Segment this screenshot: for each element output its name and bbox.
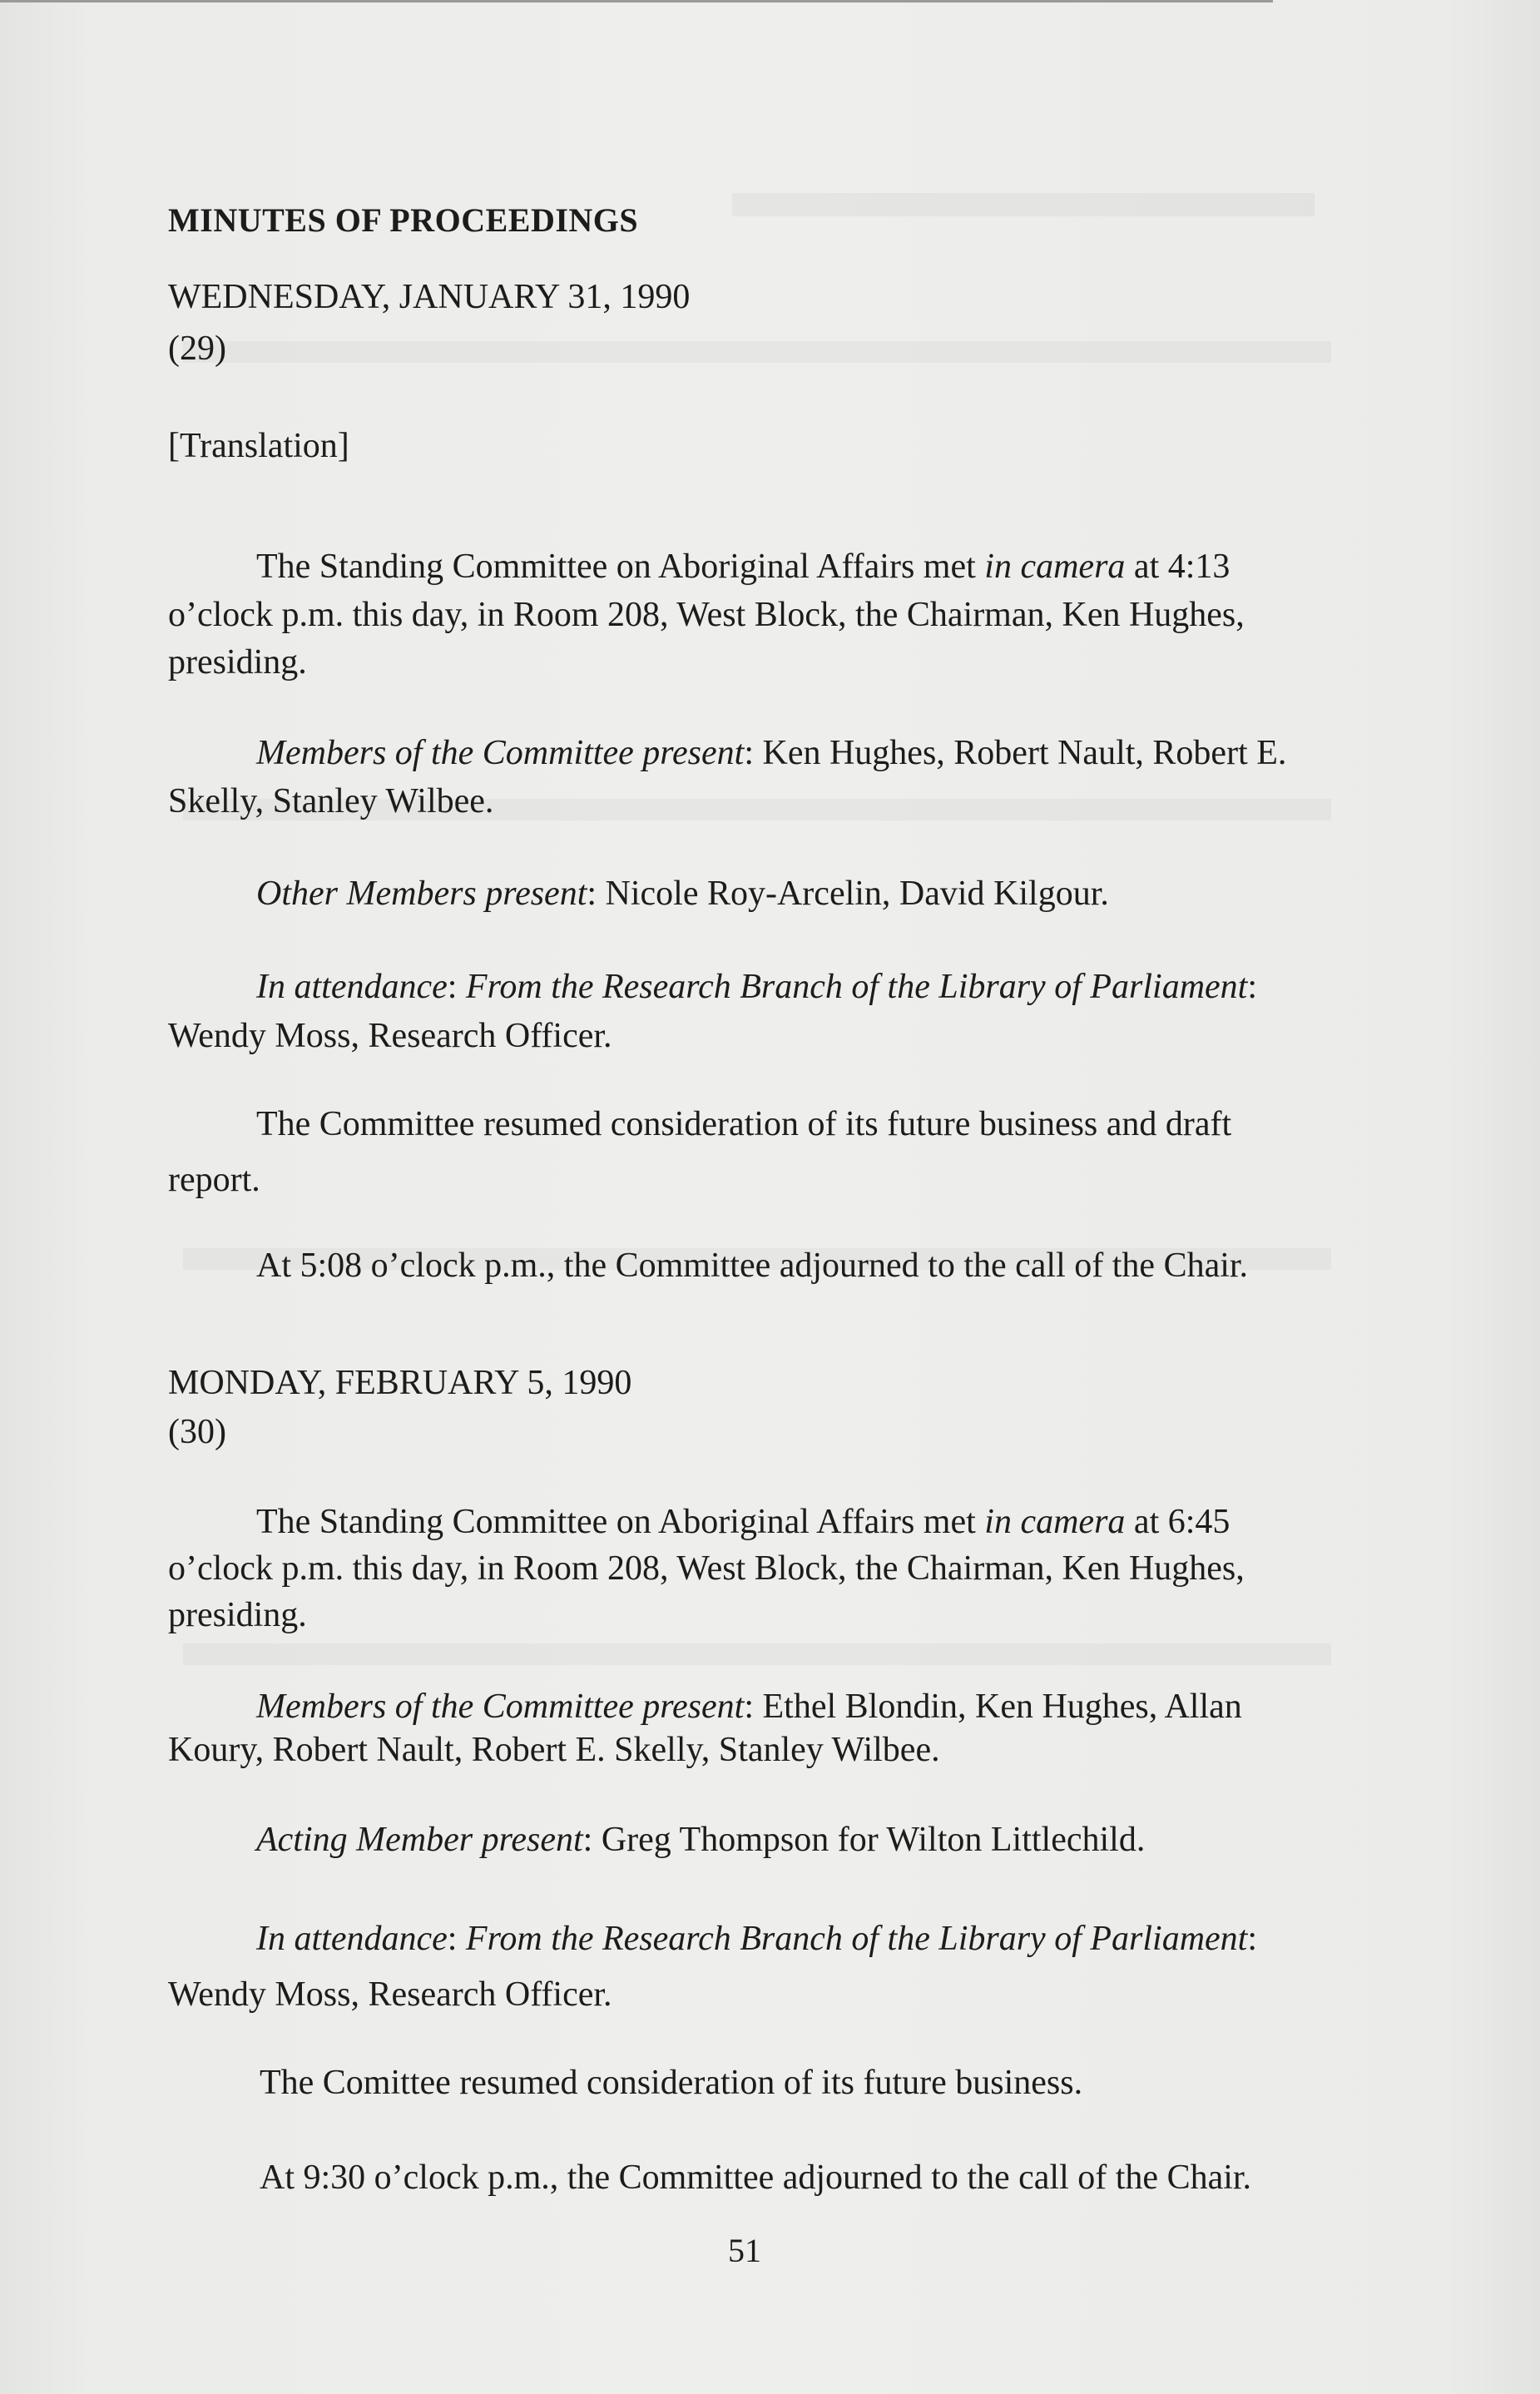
translation-note <box>168 429 349 463</box>
opening-text: The Standing Committee on Aboriginal Affairs met <box>256 548 985 586</box>
attendance-line <box>256 969 1257 1004</box>
page-number: 51 <box>728 2232 761 2269</box>
members-present-line <box>256 736 1286 771</box>
opening-paragraph-line: presiding. <box>168 1596 307 1634</box>
attendance-line: Wendy Moss, Research Officer. <box>168 1975 612 2014</box>
opening-paragraph-line <box>256 1504 1230 1539</box>
members-present-line <box>256 1689 1242 1724</box>
opening-time: at 4:13 <box>1125 548 1231 586</box>
document-heading: MINUTES OF PROCEEDINGS <box>168 201 639 239</box>
members-present-line: Koury, Robert Nault, Robert E. Skelly, Stanley Wilbee. <box>168 1731 940 1769</box>
attendance-line <box>256 1921 1257 1956</box>
members-present-names: : Ethel Blondin, Ken Hughes, Allan <box>744 1688 1242 1726</box>
other-members-names: : Nicole Roy-Arcelin, David Kilgour. <box>587 875 1109 913</box>
opening-paragraph-line: presiding. <box>168 643 307 682</box>
attendance-line: Wendy Moss, Research Officer. <box>168 1017 612 1055</box>
attendance-end: : <box>1247 968 1258 1006</box>
acting-member-line <box>256 1822 1145 1857</box>
opening-text: The Standing Committee on Aboriginal Affairs met <box>256 1503 985 1541</box>
attendance-end: : <box>1247 1920 1258 1958</box>
attendance-colon: : <box>447 968 466 1006</box>
opening-paragraph-line: o’clock p.m. this day, in Room 208, West Block, the Chairman, Ken Hughes, <box>168 1549 1245 1588</box>
meeting-date: MONDAY, FEBRUARY 5, 1990 <box>168 1364 632 1402</box>
other-members-line <box>256 876 1109 911</box>
show-through-shadow <box>732 193 1315 216</box>
show-through-shadow <box>183 341 1331 363</box>
business-line: report. <box>168 1161 260 1199</box>
meeting-number: (29) <box>168 330 226 368</box>
show-through-shadow <box>183 1643 1331 1665</box>
opening-emphasis: in camera <box>984 548 1126 586</box>
adjournment-line: At 5:08 o’clock p.m., the Committee adjourned to the call of the Chair. <box>256 1247 1249 1285</box>
opening-paragraph-line: o’clock p.m. this day, in Room 208, West Block, the Chairman, Ken Hughes, <box>168 596 1245 634</box>
adjournment-line: At 9:30 o’clock p.m., the Committee adjourned to the call of the Chair. <box>260 2159 1252 2197</box>
business-line: The Committee resumed consideration of its future business and draft <box>256 1105 1232 1143</box>
business-line: The Comittee resumed consideration of its future business. <box>260 2064 1083 2102</box>
meeting-number: (30) <box>168 1413 226 1451</box>
translation-note-text: [Translation] <box>168 427 349 465</box>
members-present-label: Members of the Committee present <box>256 1688 745 1726</box>
attendance-source: From the Research Branch of the Library of Parliament <box>465 968 1248 1006</box>
opening-time: at 6:45 <box>1125 1503 1231 1541</box>
opening-emphasis: in camera <box>984 1503 1126 1541</box>
other-members-label: Other Members present <box>256 875 587 913</box>
members-present-names: : Ken Hughes, Robert Nault, Robert E. <box>744 734 1287 772</box>
attendance-label: In attendance <box>256 1920 448 1958</box>
attendance-source: From the Research Branch of the Library of Parliament <box>465 1920 1248 1958</box>
acting-member-label: Acting Member present <box>256 1821 583 1859</box>
top-edge-rule <box>0 0 1273 2</box>
opening-paragraph-line <box>256 549 1230 584</box>
acting-member-names: : Greg Thompson for Wilton Littlechild. <box>582 1821 1146 1859</box>
meeting-date: WEDNESDAY, JANUARY 31, 1990 <box>168 278 691 316</box>
attendance-colon: : <box>447 1920 466 1958</box>
members-present-line: Skelly, Stanley Wilbee. <box>168 782 494 820</box>
members-present-label: Members of the Committee present <box>256 734 745 772</box>
attendance-label: In attendance <box>256 968 448 1006</box>
